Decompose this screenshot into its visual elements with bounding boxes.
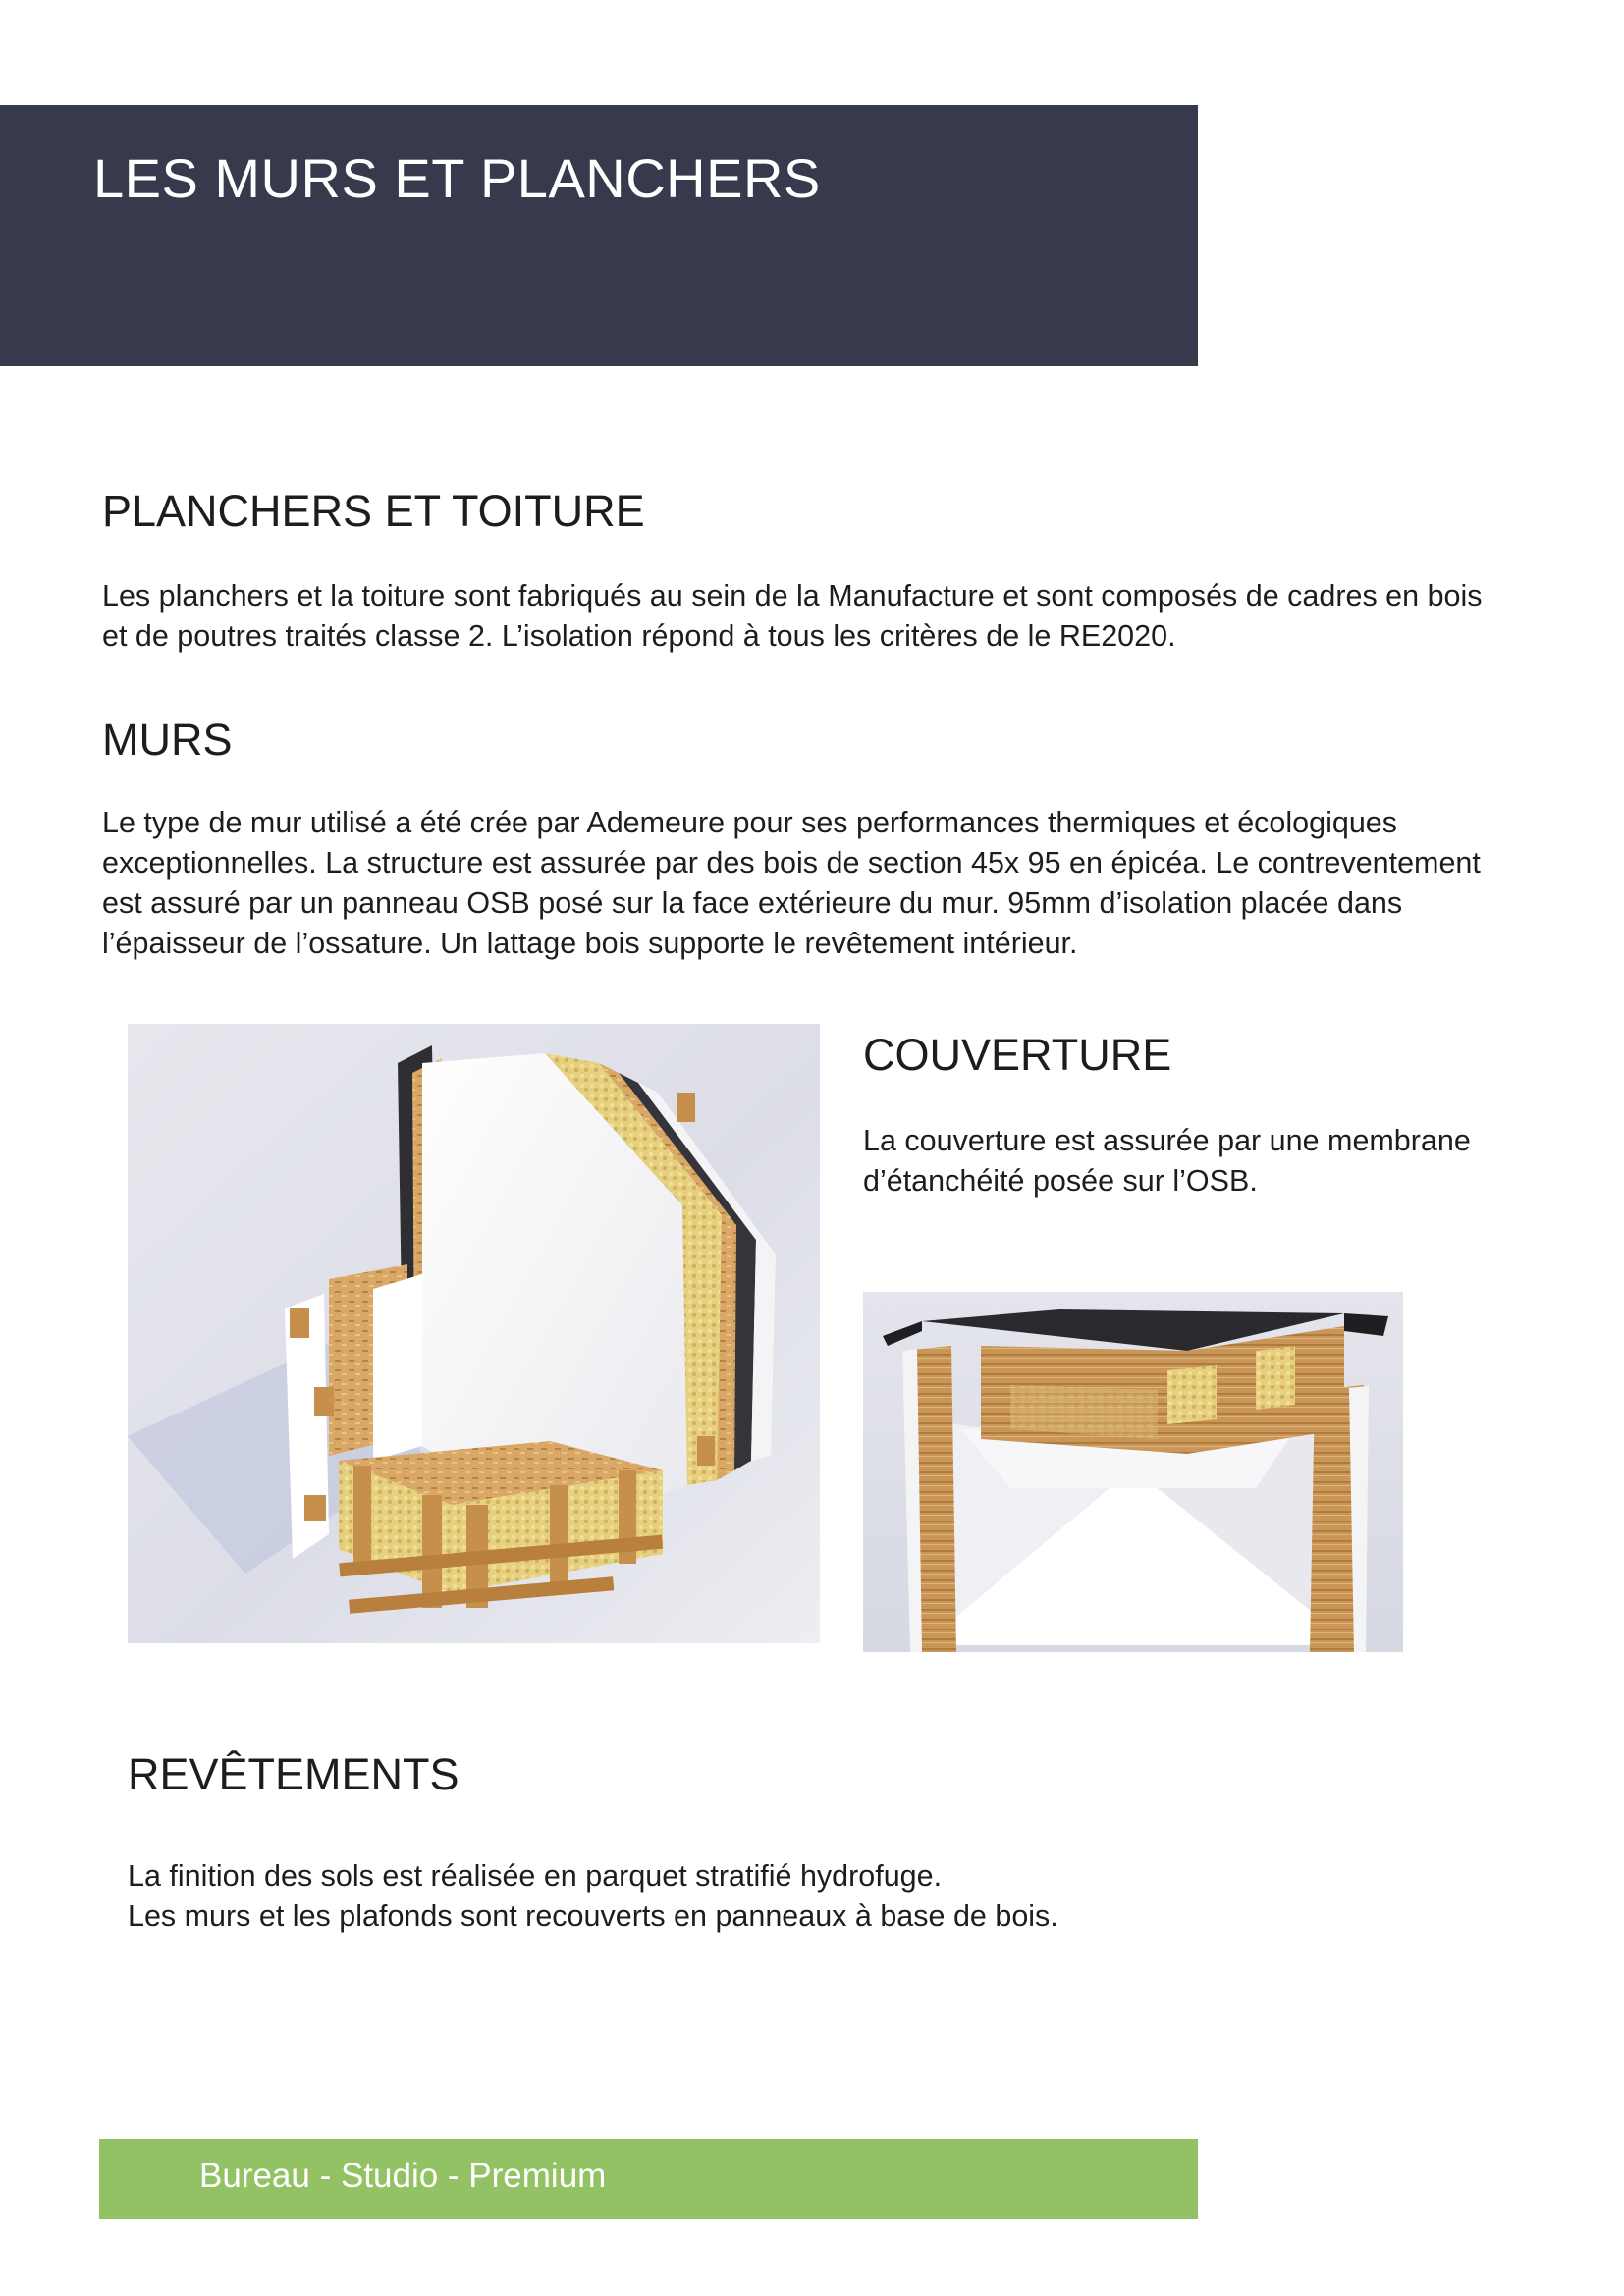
roof-section-illustration	[863, 1292, 1403, 1652]
footer-label: Bureau - Studio - Premium	[199, 2157, 607, 2195]
section-body-revetements-line2: Les murs et les plafonds sont recouverts en panneaux à base de bois.	[128, 1899, 1058, 1933]
header-band	[0, 105, 1198, 366]
section-body-planchers: Les planchers et la toiture sont fabriqués au sein de la Manufacture et sont composés de cadres en bois et de poutres traités classe 2. L’isolation répond à tous les critères de le RE2020.	[102, 579, 1483, 653]
section-title-couverture: COUVERTURE	[863, 1030, 1172, 1080]
section-body-murs: Le type de mur utilisé a été crée par Ademeure pour ses performances thermiques et écologiques exceptionnelles. La structure est assurée par des bois de section 45x 95 en épicéa. Le contreventement est assuré par un panneau OSB posé sur la face extérieure du mur. 95mm d’isolation placée dans l’épaisseur de l’ossature. Un lattage bois supporte le revêtement intérieur.	[102, 806, 1481, 960]
section-title-revetements: REVÊTEMENTS	[128, 1749, 460, 1799]
section-title-planchers: PLANCHERS ET TOITURE	[102, 486, 645, 536]
section-title-murs: MURS	[102, 715, 233, 765]
page-title: LES MURS ET PLANCHERS	[93, 147, 821, 209]
section-body-revetements-line1: La finition des sols est réalisée en parquet stratifié hydrofuge.	[128, 1859, 943, 1893]
section-body-couverture: La couverture est assurée par une membrane d’étanchéité posée sur l’OSB.	[863, 1124, 1471, 1198]
wall-corner-illustration	[128, 1024, 820, 1643]
